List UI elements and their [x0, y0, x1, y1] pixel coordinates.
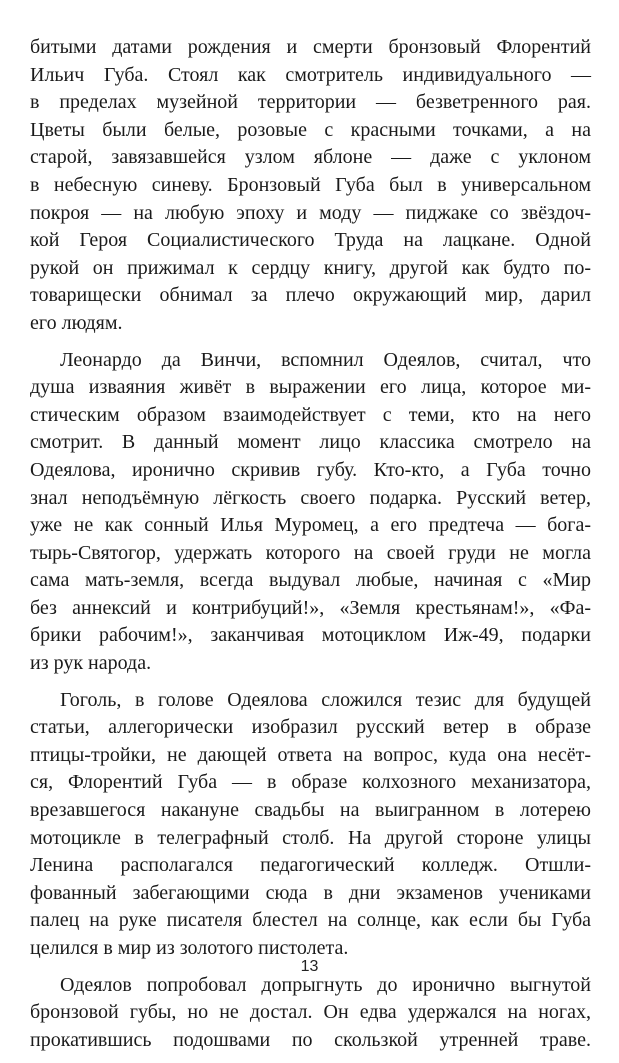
- text-line: сама мать-земля, всегда выдувал любые, начиная с «Мир: [30, 569, 591, 592]
- text-line: знал неподъёмную лёгкость своего подарка. Русский ветер,: [30, 486, 591, 509]
- text-line: без аннексий и контрибуций!», «Земля крестьянам!», «Фа-: [30, 596, 591, 619]
- text-line: битыми датами рождения и смерти бронзовый Флорентий: [30, 36, 591, 58]
- text-line: старой, завязавшейся узлом яблоне — даже с уклоном: [30, 146, 591, 169]
- text-line: стическим образом взаимодействует с теми, кто на него: [30, 403, 591, 426]
- text-line: Гоголь, в голове Одеялова сложился тезис для будущей: [60, 688, 591, 711]
- text-line: Ильич Губа. Стоял как смотритель индивидуального —: [30, 63, 591, 86]
- text-line: из рук народа.: [30, 652, 152, 675]
- text-line: целился в мир из золотого пистолета.: [30, 937, 349, 959]
- text-line: статьи, аллегорически изобразил русский ветер в образе: [30, 716, 591, 739]
- text-line: смотрит. В данный момент лицо классика смотрело на: [30, 431, 591, 454]
- page-body: [30, 34, 591, 1063]
- text-line: врезавшегося накануне свадьбы на выигранном в лотерею: [30, 799, 591, 822]
- text-line: птицы-тройки, не дающей ответа на вопрос, куда она несёт-: [30, 743, 591, 766]
- text-line: бронзовой губы, но не достал. Он едва удержался на ногах,: [30, 1001, 591, 1024]
- text-line: фованный забегающими сюда в дни экзаменов учениками: [30, 881, 591, 904]
- text-line: его людям.: [30, 311, 123, 334]
- paragraph-3: [30, 687, 591, 963]
- text-line: Одеялов попробовал допрыгнуть до иронично выгнутой: [60, 973, 591, 996]
- text-line: уже не как сонный Илья Муромец, а его предтеча — бога-: [30, 514, 591, 537]
- text-line: кой Героя Социалистического Труда на лацкане. Одной: [30, 229, 591, 252]
- text-line: в пределах музейной территории — безветренного рая.: [30, 91, 591, 114]
- text-line: прокатившись подошвами по скользкой утренней траве.: [30, 1028, 591, 1051]
- text-line: ся, Флорентий Губа — в образе колхозного механизатора,: [30, 771, 591, 794]
- text-line: покроя — на любую эпоху и моду — пиджаке со звёздоч-: [30, 201, 591, 224]
- text-line: в небесную синеву. Бронзовый Губа был в универсальном: [30, 173, 591, 196]
- text-line: мотоцикле в телеграфный столб. На другой стороне улицы: [30, 826, 591, 849]
- text-line: Ленина располагался педагогический колледж. Отшли-: [30, 854, 591, 877]
- paragraph-2: [30, 347, 591, 678]
- text-line: брики рабочим!», заканчивая мотоциклом Иж-49, подарки: [30, 624, 591, 647]
- text-line: Леонардо да Винчи, вспомнил Одеялов, считал, что: [60, 348, 591, 371]
- paragraph-4: [30, 972, 591, 1055]
- text-line: палец на руке писателя блестел на солнце, как если бы Губа: [30, 909, 591, 932]
- text-line: рукой он прижимал к сердцу книгу, другой как будто по-: [30, 256, 591, 279]
- paragraph-1: [30, 34, 591, 338]
- text-line: Цветы были белые, розовые с красными точками, а на: [30, 118, 591, 141]
- text-line: Одеялова, иронично скривив губу. Кто-кто, а Губа точно: [30, 458, 591, 481]
- page-number: 13: [300, 958, 319, 975]
- text-line: тырь-Святогор, удержать которого на своей груди не могла: [30, 541, 591, 564]
- text-line: душа изваяния живёт в выражении его лица, которое ми-: [30, 376, 591, 399]
- text-line: товарищески обнимал за плечо окружающий мир, дарил: [30, 284, 591, 307]
